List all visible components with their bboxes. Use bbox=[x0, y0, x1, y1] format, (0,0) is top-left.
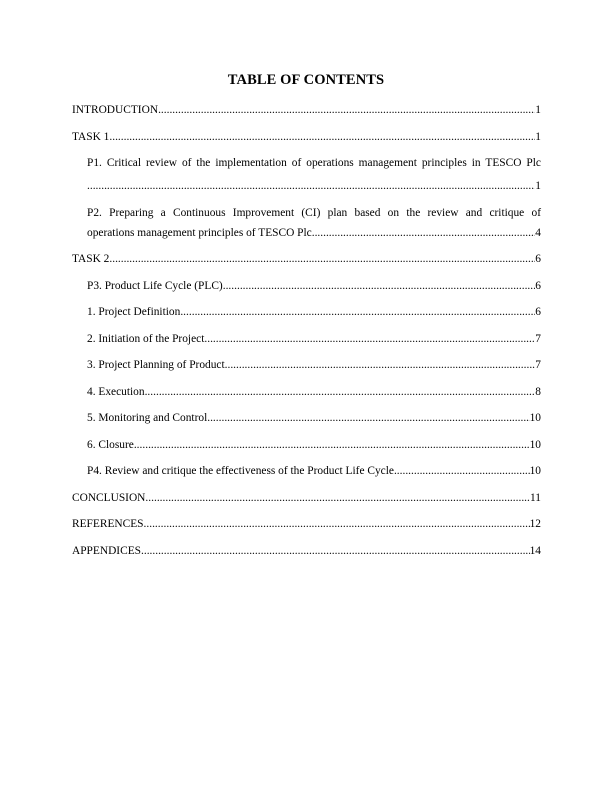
dot-leader bbox=[158, 102, 535, 118]
toc-entry-introduction[interactable] bbox=[72, 102, 541, 118]
toc-entry-label: 6. Closure bbox=[87, 438, 134, 451]
toc-entry-label-cont: operations management principles of TESCO Plc bbox=[87, 226, 312, 239]
toc-entry-p3[interactable] bbox=[72, 278, 541, 294]
toc-entry-closure[interactable] bbox=[72, 437, 541, 453]
toc-entry-page: 4 bbox=[535, 226, 541, 239]
toc-entry-page: 10 bbox=[529, 438, 541, 451]
dot-leader bbox=[134, 437, 530, 453]
toc-entry-page: 10 bbox=[529, 412, 541, 424]
dot-leader bbox=[141, 543, 530, 559]
toc-entry-label: P2. Preparing a Continuous Improvement (CI) plan based on the review and critique of bbox=[87, 206, 541, 219]
toc-entry-label: TASK 1 bbox=[72, 130, 110, 143]
toc-entry-page: 14 bbox=[529, 544, 541, 557]
toc-entry-monitoring[interactable] bbox=[72, 410, 541, 426]
toc-entry-task-2[interactable] bbox=[72, 251, 541, 267]
toc-entry-initiation[interactable] bbox=[72, 331, 541, 347]
toc-entry-page: 1 bbox=[535, 180, 541, 192]
toc-entry-page: 6 bbox=[535, 306, 541, 318]
dot-leader bbox=[109, 251, 535, 267]
toc-entry-page: 7 bbox=[535, 332, 541, 345]
dot-leader bbox=[109, 129, 535, 145]
toc-entry-p4[interactable] bbox=[72, 463, 541, 479]
toc-entry-label: P4. Review and critique the effectiveness of the Product Life Cycle bbox=[87, 465, 394, 477]
toc-entry-page: 6 bbox=[535, 279, 541, 292]
toc-entry-label: P1. Critical review of the implementation of operations management principles in TESCO Plc bbox=[87, 157, 541, 169]
toc-entry-page: 12 bbox=[529, 518, 541, 530]
toc-entry-label: 1. Project Definition bbox=[87, 306, 181, 318]
toc-entry-page: 10 bbox=[529, 465, 541, 477]
toc-entry-label: 2. Initiation of the Project bbox=[87, 332, 205, 345]
toc-entry-label: 5. Monitoring and Control bbox=[87, 412, 208, 424]
toc-title: TABLE OF CONTENTS bbox=[227, 72, 385, 88]
toc-list bbox=[72, 102, 541, 569]
toc-entry-page: 1 bbox=[535, 130, 541, 143]
dot-leader bbox=[180, 304, 535, 320]
toc-entry-project-definition[interactable] bbox=[72, 304, 541, 320]
toc-entry-label: P3. Product Life Cycle (PLC) bbox=[87, 279, 223, 292]
dot-leader bbox=[207, 410, 529, 426]
toc-entry-label: REFERENCES bbox=[72, 518, 144, 530]
dot-leader bbox=[204, 331, 535, 347]
dot-leader bbox=[394, 463, 530, 479]
dot-leader bbox=[87, 178, 535, 194]
dot-leader bbox=[144, 516, 530, 532]
toc-entry-label: CONCLUSION bbox=[72, 491, 146, 504]
toc-entry-label: APPENDICES bbox=[72, 544, 141, 557]
dot-leader bbox=[312, 225, 536, 241]
toc-entry-execution[interactable] bbox=[72, 384, 541, 400]
toc-entry-references[interactable] bbox=[72, 516, 541, 532]
toc-entry-planning[interactable] bbox=[72, 357, 541, 373]
dot-leader bbox=[225, 357, 536, 373]
dot-leader bbox=[145, 490, 530, 506]
toc-entry-page: 6 bbox=[535, 253, 541, 265]
toc-entry-appendices[interactable] bbox=[72, 543, 541, 559]
toc-entry-label: INTRODUCTION bbox=[72, 104, 159, 116]
toc-entry-conclusion[interactable] bbox=[72, 490, 541, 506]
toc-entry-page: 11 bbox=[530, 491, 541, 504]
toc-entry-page: 1 bbox=[535, 104, 541, 116]
toc-entry-task-1[interactable] bbox=[72, 129, 541, 145]
dot-leader bbox=[223, 278, 536, 294]
toc-entry-page: 8 bbox=[535, 385, 541, 398]
dot-leader bbox=[145, 384, 536, 400]
toc-entry-label: 3. Project Planning of Product bbox=[87, 359, 225, 371]
toc-entry-page: 7 bbox=[535, 359, 541, 371]
toc-entry-label: TASK 2 bbox=[72, 253, 110, 265]
toc-entry-p2[interactable] bbox=[72, 205, 541, 241]
toc-entry-label: 4. Execution bbox=[87, 385, 145, 398]
toc-entry-p1[interactable] bbox=[72, 155, 541, 194]
